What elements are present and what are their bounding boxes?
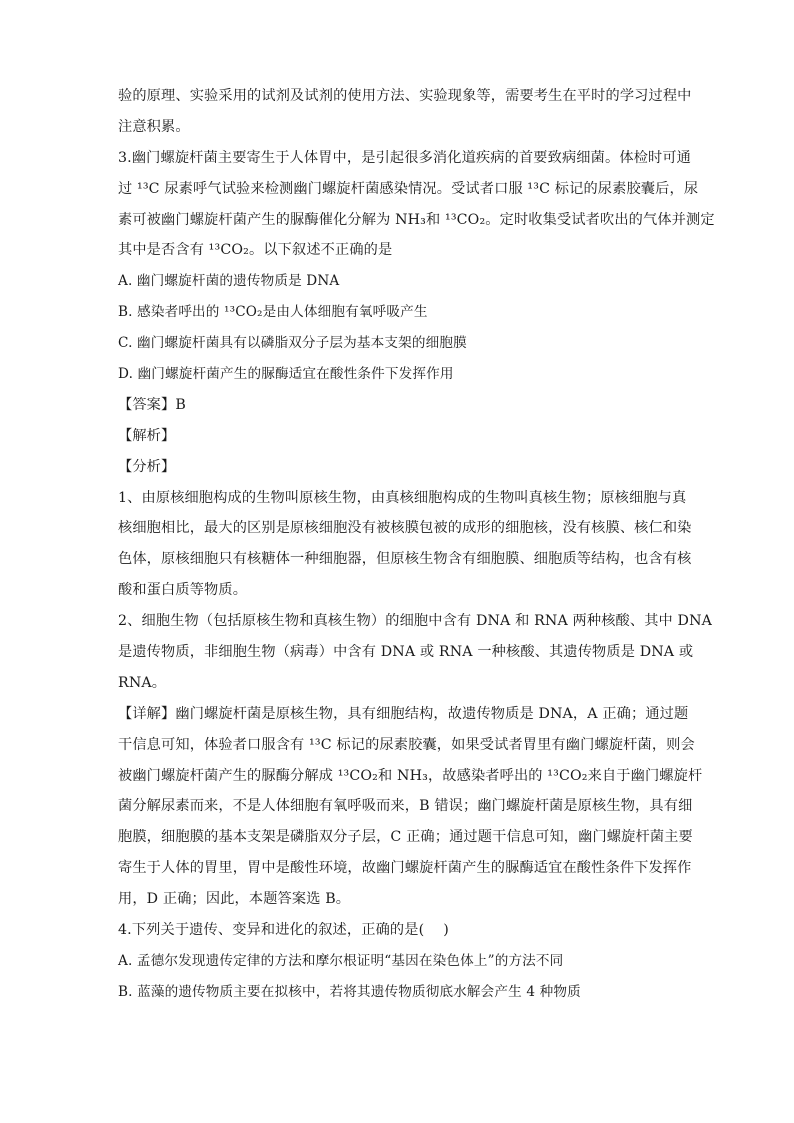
question-3-option-c: C. 幽门螺旋杆菌具有以磷脂双分子层为基本支架的细胞膜	[118, 335, 467, 352]
explanation-label: 【解析】	[118, 427, 176, 444]
detail-line-2: 干信息可知，体验者口服含有 ¹³C 标记的尿素胶囊，如果受试者胃里有幽门螺旋杆菌，则会	[118, 736, 695, 753]
analysis-point-2-line-3: RNA。	[118, 674, 167, 691]
question-3-option-a: A. 幽门螺旋杆菌的遗传物质是 DNA	[118, 273, 340, 290]
analysis-point-1-line-4: 酸和蛋白质等物质。	[118, 582, 248, 599]
detail-line-7: 用，D 正确；因此，本题答案选 B。	[118, 891, 351, 908]
analysis-point-1-line-3: 色体，原核细胞只有核糖体一种细胞器，但原核生物含有细胞膜、细胞质等结构，也含有核	[118, 551, 692, 568]
question-3-stem-2: 过 ¹³C 尿素呼气试验来检测幽门螺旋杆菌感染情况。受试者口服 ¹³C 标记的尿素胶囊后，尿	[118, 180, 699, 197]
analysis-point-1-line-2: 核细胞相比，最大的区别是原核细胞没有被核膜包被的成形的细胞核，没有核膜、核仁和染	[118, 520, 692, 537]
question-4-option-a: A. 孟德尔发现遗传定律的方法和摩尔根证明“基因在染色体上”的方法不同	[118, 952, 564, 969]
detail-line-5: 胞膜，细胞膜的基本支架是磷脂双分子层，C 正确；通过题干信息可知，幽门螺旋杆菌主要	[118, 829, 693, 846]
detail-line-4: 菌分解尿素而来，不是人体细胞有氧呼吸而来，B 错误；幽门螺旋杆菌是原核生物，具有细	[118, 798, 693, 815]
question-4-stem: 4.下列关于遗传、变异和进化的叙述，正确的是( )	[118, 922, 449, 939]
analysis-label: 【分析】	[118, 458, 176, 475]
document-page	[118, 86, 715, 1013]
analysis-point-2-line-1: 2、细胞生物（包括原核生物和真核生物）的细胞中含有 DNA 和 RNA 两种核酸、其中 DNA	[118, 613, 713, 630]
answer-label: 【答案】B	[118, 396, 186, 413]
question-3-option-d: D. 幽门螺旋杆菌产生的脲酶适宜在酸性条件下发挥作用	[118, 366, 454, 383]
detail-line-1: 【详解】幽门螺旋杆菌是原核生物，具有细胞结构，故遗传物质是 DNA，A 正确；通过题	[118, 705, 689, 722]
detail-line-3: 被幽门螺旋杆菌产生的脲酶分解成 ¹³CO₂和 NH₃，故感染者呼出的 ¹³CO₂来自于幽门螺旋杆	[118, 767, 703, 784]
question-3-stem-3: 素可被幽门螺旋杆菌产生的脲酶催化分解为 NH₃和 ¹³CO₂。定时收集受试者吹出的气体并测定	[118, 211, 715, 228]
question-4-option-b: B. 蓝藻的遗传物质主要在拟核中，若将其遗传物质彻底水解会产生 4 种物质	[118, 983, 581, 1000]
question-3-stem-4: 其中是否含有 ¹³CO₂。以下叙述不正确的是	[118, 242, 393, 259]
text-line-1: 验的原理、实验采用的试剂及试剂的使用方法、实验现象等，需要考生在平时的学习过程中	[118, 88, 692, 104]
text-line-2: 注意积累。	[118, 118, 190, 135]
question-3-option-b: B. 感染者呼出的 ¹³CO₂是由人体细胞有氧呼吸产生	[118, 304, 428, 321]
analysis-point-2-line-2: 是遗传物质，非细胞生物（病毒）中含有 DNA 或 RNA 一种核酸、其遗传物质是 DNA 或	[118, 644, 694, 661]
analysis-point-1-line-1: 1、由原核细胞构成的生物叫原核生物，由真核细胞构成的生物叫真核生物；原核细胞与真	[118, 489, 687, 506]
question-3-stem-1: 3.幽门螺旋杆菌主要寄生于人体胃中，是引起很多消化道疾病的首要致病细菌。体检时可通	[118, 149, 692, 166]
detail-line-6: 寄生于人体的胃里，胃中是酸性环境，故幽门螺旋杆菌产生的脲酶适宜在酸性条件下发挥作	[118, 860, 692, 877]
